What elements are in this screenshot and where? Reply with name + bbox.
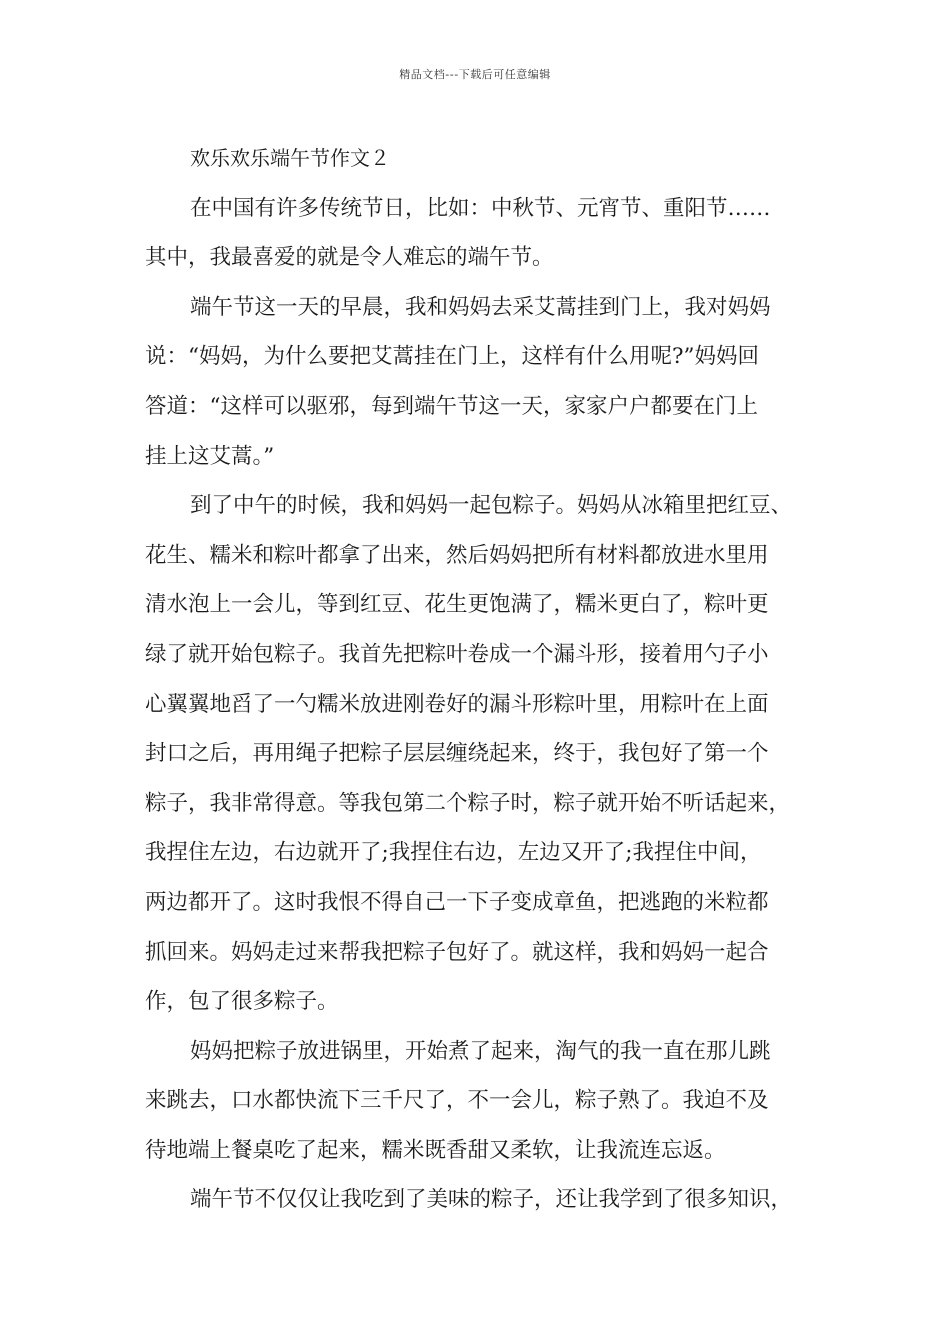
text-line: 来跳去，口水都快流下三千尺了，不一会儿，粽子熟了。我迫不及: [145, 1088, 769, 1114]
text-line: 抓回来。妈妈走过来帮我把粽子包好了。就这样，我和妈妈一起合: [145, 939, 769, 965]
text-line: 说：“妈妈，为什么要把艾蒿挂在门上，这样有什么用呢?”妈妈回: [145, 344, 760, 370]
text-line: 在中国有许多传统节日，比如：中秋节、元宵节、重阳节……: [190, 195, 771, 221]
text-line: 妈妈把粽子放进锅里，开始煮了起来，淘气的我一直在那儿跳: [190, 1038, 771, 1064]
text-line: 心翼翼地舀了一勺糯米放进刚卷好的漏斗形粽叶里，用粽叶在上面: [145, 691, 769, 717]
text-line: 待地端上餐桌吃了起来，糯米既香甜又柔软，让我流连忘返。: [145, 1137, 726, 1163]
text-line: 清水泡上一会儿，等到红豆、花生更饱满了，糯米更白了，粽叶更: [145, 592, 769, 618]
text-line: 挂上这艾蒿。”: [145, 443, 275, 469]
text-line: 其中，我最喜爱的就是令人难忘的端午节。: [145, 245, 554, 271]
text-line: 两边都开了。这时我恨不得自己一下子变成章鱼，把逃跑的米粒都: [145, 889, 769, 915]
text-line: 端午节这一天的早晨，我和妈妈去采艾蒿挂到门上，我对妈妈: [190, 294, 771, 320]
essay-lines: [145, 184, 835, 1225]
text-line: 封口之后，再用绳子把粽子层层缠绕起来，终于，我包好了第一个: [145, 741, 769, 767]
essay-title: 欢乐欢乐端午节作文２: [190, 146, 390, 170]
text-line: 花生、糯米和粽叶都拿了出来，然后妈妈把所有材料都放进水里用: [145, 542, 769, 568]
text-line: 答道：“这样可以驱邪，每到端午节这一天，家家户户都要在门上: [145, 393, 758, 419]
text-line: 绿了就开始包粽子。我首先把粽叶卷成一个漏斗形，接着用勺子小: [145, 641, 769, 667]
text-line: 作，包了很多粽子。: [145, 989, 339, 1015]
text-line: 端午节不仅仅让我吃到了美味的粽子，还让我学到了很多知识，: [190, 1187, 793, 1213]
text-line: 我捏住左边，右边就开了;我捏住右边，左边又开了;我捏住中间，: [145, 840, 762, 866]
text-line: 到了中午的时候，我和妈妈一起包粽子。妈妈从冰箱里把红豆、: [190, 493, 793, 519]
text-line: 粽子，我非常得意。等我包第二个粽子时，粽子就开始不听话起来，: [145, 790, 791, 816]
header-note: 精品文档---下载后可任意编辑: [399, 68, 551, 81]
essay-body: [145, 134, 835, 1225]
